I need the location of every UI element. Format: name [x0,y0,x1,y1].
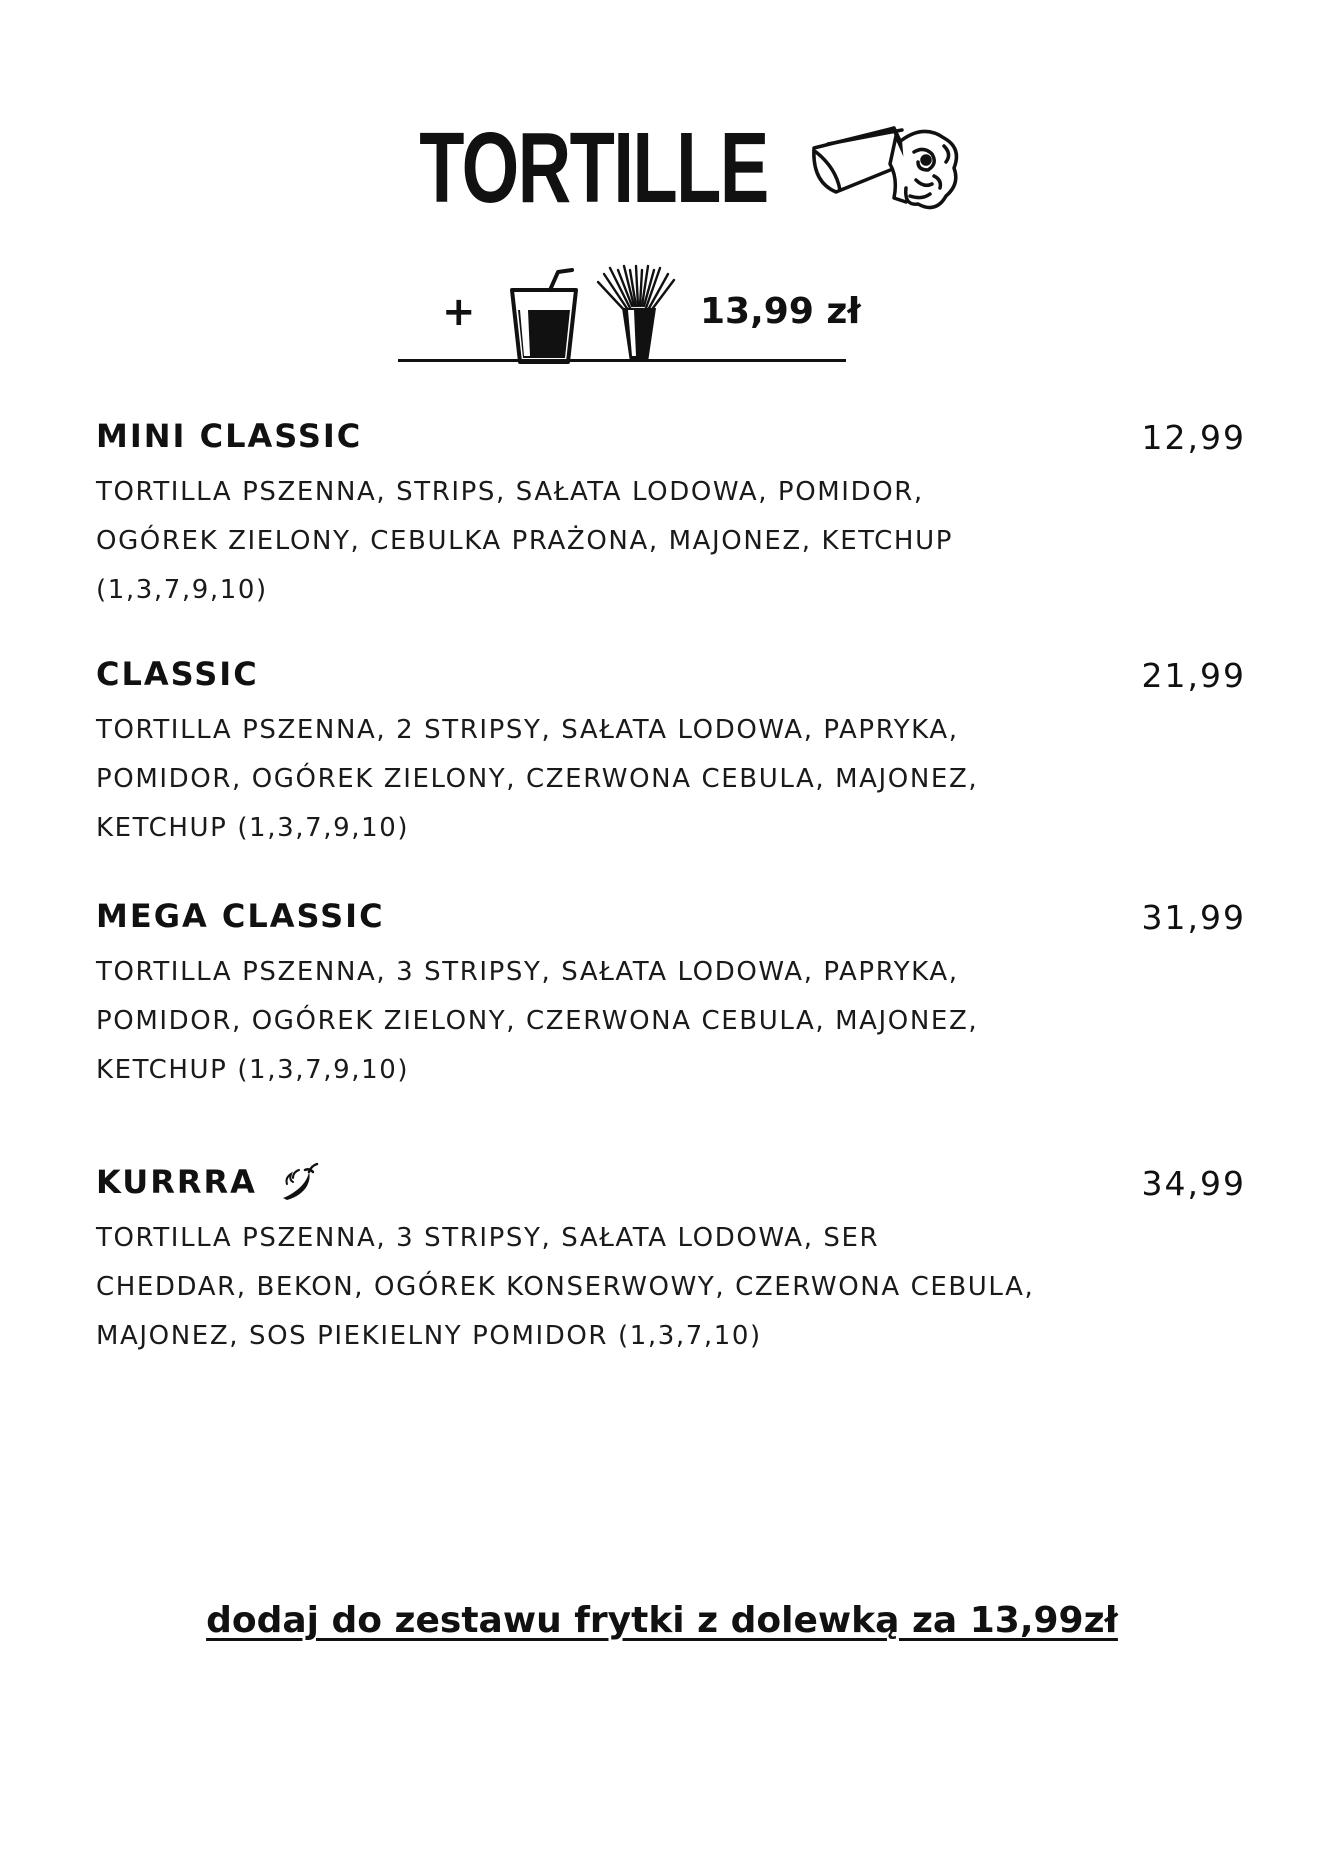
menu-item-mega-classic [96,894,1246,1095]
menu-item-mini-classic [96,414,1246,615]
item-name: MINI CLASSIC [96,417,363,455]
item-name-row [96,414,1246,458]
item-price: 21,99 [1141,656,1246,695]
page-header [0,112,1324,224]
drink-cup-icon [506,268,582,364]
menu-item-classic [96,652,1246,853]
item-name: MEGA CLASSIC [96,897,385,935]
plus-sign: + [442,289,476,335]
tortilla-wrap-icon [806,118,966,218]
item-description: TORTILLA PSZENNA, STRIPS, SAŁATA LODOWA, POMIDOR, OGÓREK ZIELONY, CEBULKA PRAŻONA, MAJONEZ, KETCHUP (1,3,7,9,10) [96,477,953,605]
combo-offer [398,262,861,362]
item-name: CLASSIC [96,655,259,693]
item-name-row [96,652,1246,696]
item-price: 12,99 [1141,418,1246,457]
item-name: KURRRA [96,1163,257,1201]
item-price: 31,99 [1141,898,1246,937]
footer-note: dodaj do zestawu frytki z dolewką za 13,99zł [206,1600,1118,1641]
page-title: TORTILLE [419,112,769,224]
menu-item-kurrra [96,1160,1246,1361]
item-description: TORTILLA PSZENNA, 2 STRIPSY, SAŁATA LODOWA, PAPRYKA, POMIDOR, OGÓREK ZIELONY, CZERWONA CEBULA, MAJONEZ, KETCHUP (1,3,7,9,10) [96,715,979,843]
item-price: 34,99 [1141,1164,1246,1203]
combo-underline [398,359,846,362]
item-name-row [96,1160,1246,1204]
item-name-row [96,894,1246,938]
combo-price: 13,99 zł [700,291,861,332]
item-description: TORTILLA PSZENNA, 3 STRIPSY, SAŁATA LODOWA, PAPRYKA, POMIDOR, OGÓREK ZIELONY, CZERWONA CEBULA, MAJONEZ, KETCHUP (1,3,7,9,10) [96,957,979,1085]
item-description: TORTILLA PSZENNA, 3 STRIPSY, SAŁATA LODOWA, SER CHEDDAR, BEKON, OGÓREK KONSERWOWY, CZERWONA CEBULA, MAJONEZ, SOS PIEKIELNY POMIDOR (1,3,7,10) [96,1223,1035,1351]
fries-icon [594,264,680,364]
chili-pepper-icon [279,1162,319,1202]
